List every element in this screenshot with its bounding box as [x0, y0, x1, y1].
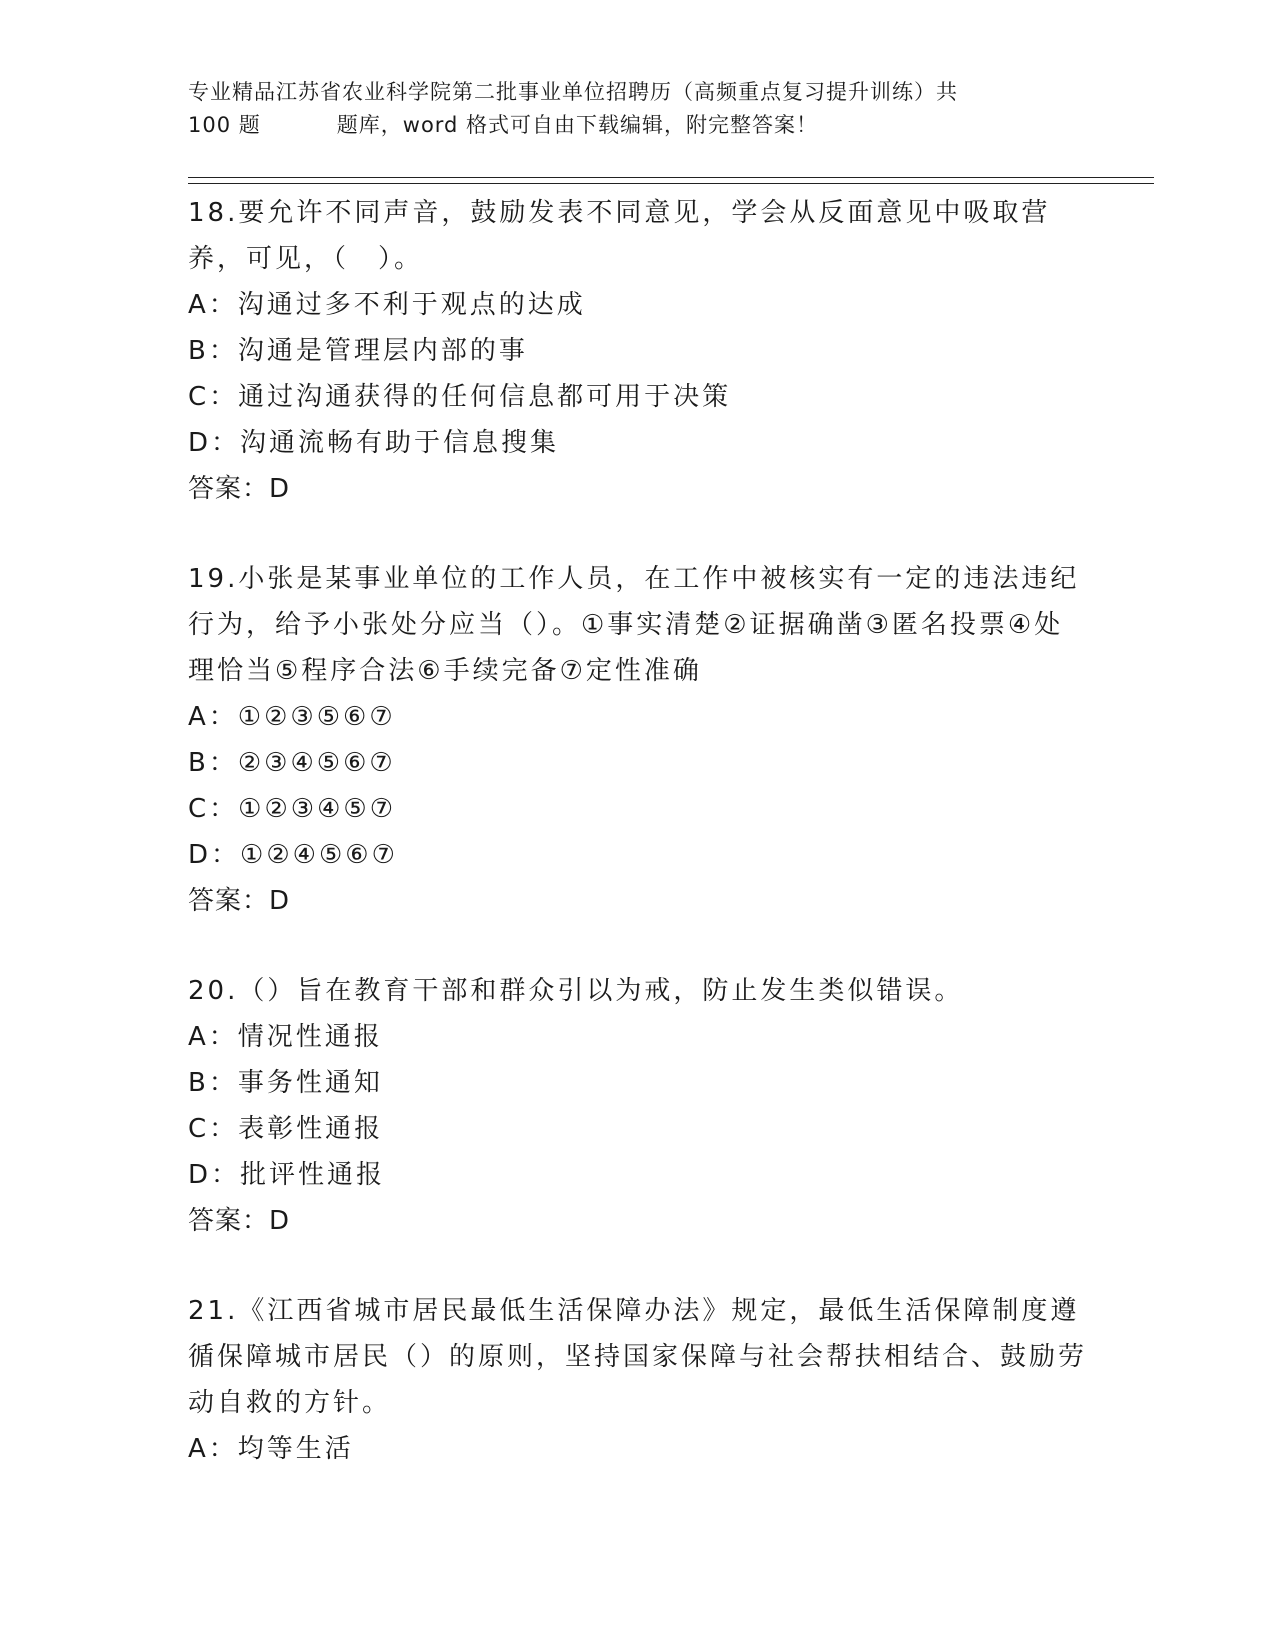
option-b: B：沟通是管理层内部的事: [188, 336, 528, 366]
question-18: [188, 190, 1088, 512]
header-title-rest: 题库，word 格式可自由下载编辑，附完整答案！: [336, 113, 819, 137]
question-stem: 19.小张是某事业单位的工作人员，在工作中被核实有一定的违法违纪行为，给予小张处分应当（）。①事实清楚②证据确凿③匿名投票④处理恰当⑤程序合法⑥手续完备⑦定性准确: [188, 564, 1080, 686]
question-list: [188, 190, 1088, 1516]
option-d: D：①②④⑤⑥⑦: [188, 840, 398, 870]
header-question-count: 100 题: [188, 113, 261, 137]
option-b: B：②③④⑤⑥⑦: [188, 748, 396, 778]
question-19: [188, 556, 1088, 924]
question-stem: 20.（）旨在教育干部和群众引以为戒，防止发生类似错误。: [188, 976, 964, 1006]
question-21: [188, 1288, 1088, 1472]
answer-line: 答案：D: [188, 474, 291, 504]
option-d: D：批评性通报: [188, 1160, 386, 1190]
option-a: A：沟通过多不利于观点的达成: [188, 290, 586, 320]
question-stem: 21.《江西省城市居民最低生活保障办法》规定，最低生活保障制度遵循保障城市居民（）的原则，坚持国家保障与社会帮扶相结合、鼓励劳动自救的方针。: [188, 1296, 1088, 1418]
option-c: C：通过沟通获得的任何信息都可用于决策: [188, 382, 732, 412]
header-divider-bottom: [188, 183, 1154, 184]
question-stem: 18.要允许不同声音，鼓励发表不同意见，学会从反面意见中吸取营养，可见，（ ）。: [188, 198, 1051, 274]
option-a: A：情况性通报: [188, 1022, 383, 1052]
header-title-line2: [188, 109, 1068, 142]
option-c: C：表彰性通报: [188, 1114, 384, 1144]
question-20: [188, 968, 1088, 1244]
option-d: D：沟通流畅有助于信息搜集: [188, 428, 560, 458]
header-title-line1: 专业精品江苏省农业科学院第二批事业单位招聘历（高频重点复习提升训练）共: [188, 80, 958, 104]
answer-line: 答案：D: [188, 886, 291, 916]
answer-line: 答案：D: [188, 1206, 291, 1236]
option-c: C：①②③④⑤⑦: [188, 794, 397, 824]
option-b: B：事务性通知: [188, 1068, 383, 1098]
option-a: A：均等生活: [188, 1434, 354, 1464]
header-divider-top: [188, 177, 1154, 178]
option-a: A：①②③⑤⑥⑦: [188, 702, 396, 732]
document-header: [188, 76, 1068, 142]
